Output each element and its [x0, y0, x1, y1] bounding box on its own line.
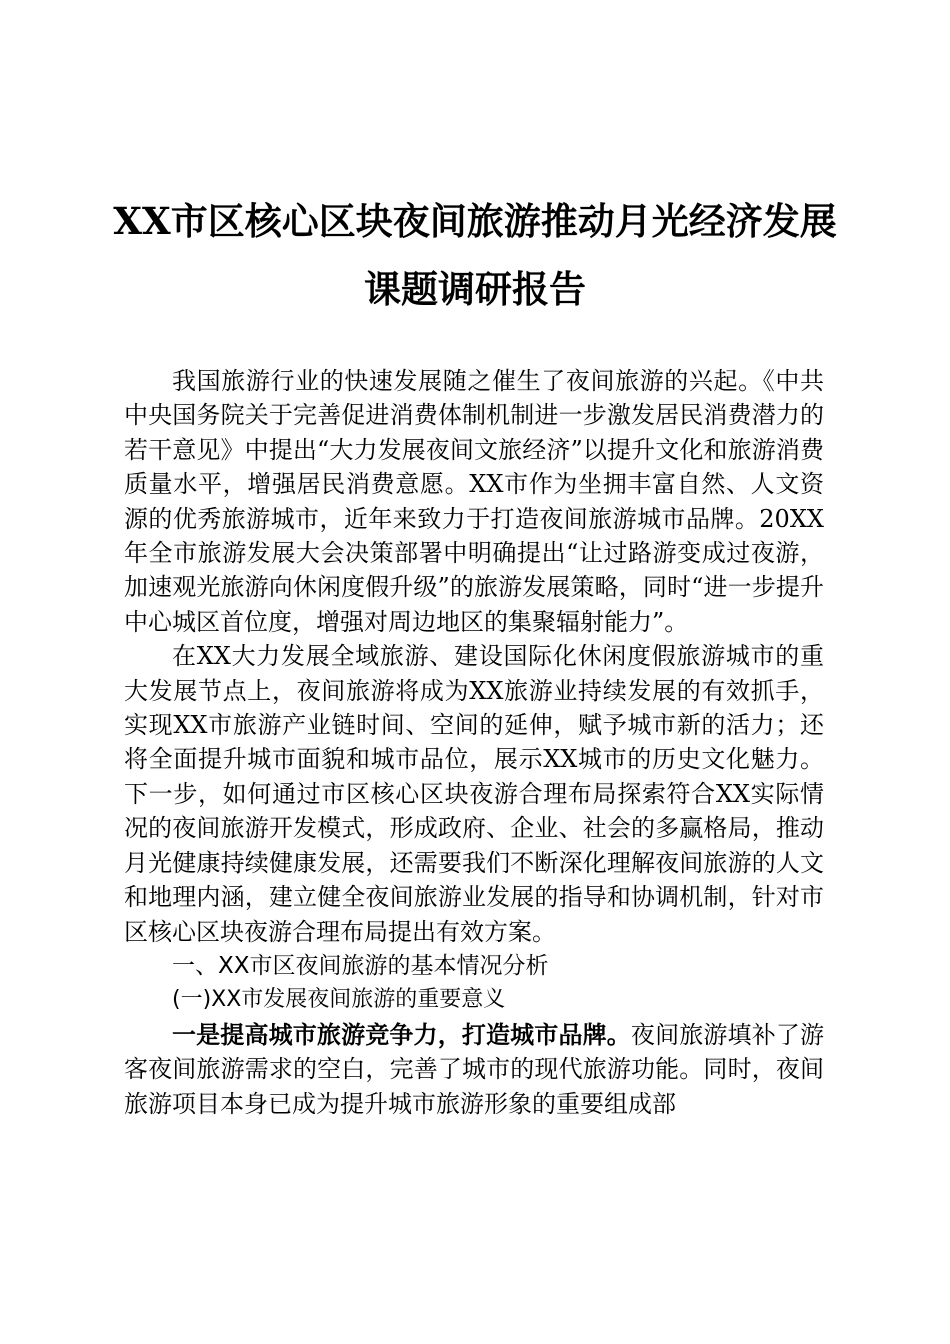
point-one-paragraph — [124, 1018, 824, 1121]
document-title-line-2: 课题调研报告 — [364, 267, 586, 311]
document-title-line-1: XX市区核心区块夜间旅游推动月光经济发展 — [113, 199, 837, 243]
body-paragraph: 我国旅游行业的快速发展随之催生了夜间旅游的兴起。《中共中央国务院关于完善促进消费体制机制进一步激发居民消费潜力的若干意见》中提出“大力发展夜间文旅经济”以提升文化和旅游消费质量水平，增强居民消费意愿。XX市作为坐拥丰富自然、人文资源的优秀旅游城市，近年来致力于打造夜间旅游城市品牌。20XX年全市旅游发展大会决策部署中明确提出“让过路游变成过夜游，加速观光旅游向休闲度假升级”的旅游发展策略，同时“进一步提升中心城区首位度，增强对周边地区的集聚辐射能力”。 — [124, 367, 824, 636]
point-one-text: 夜间旅游填补了游客夜间旅游需求的空白，完善了城市的现代旅游功能。同时，夜间旅游项目本身已成为提升城市旅游形象的重要组成部 — [124, 1020, 824, 1118]
point-one-lead: 一是提高城市旅游竞争力，打造城市品牌。 — [172, 1019, 631, 1049]
section-heading: 一、XX市区夜间旅游的基本情况分析 — [172, 952, 549, 979]
document-body — [124, 364, 824, 1121]
subsection-heading: (一)XX市发展夜间旅游的重要意义 — [172, 987, 506, 1013]
body-paragraph: 在XX大力发展全域旅游、建设国际化休闲度假旅游城市的重大发展节点上，夜间旅游将成为XX旅游业持续发展的有效抓手，实现XX市旅游产业链时间、空间的延伸，赋予城市新的活力；还将全面提升城市面貌和城市品位，展示XX城市的历史文化魅力。下一步，如何通过市区核心区块夜游合理布局探索符合XX实际情况的夜间旅游开发模式，形成政府、企业、社会的多赢格局，推动月光健康持续健康发展，还需要我们不断深化理解夜间旅游的人文和地理内涵，建立健全夜间旅游业发展的指导和协调机制，针对市区核心区块夜游合理布局提出有效方案。 — [124, 642, 824, 946]
